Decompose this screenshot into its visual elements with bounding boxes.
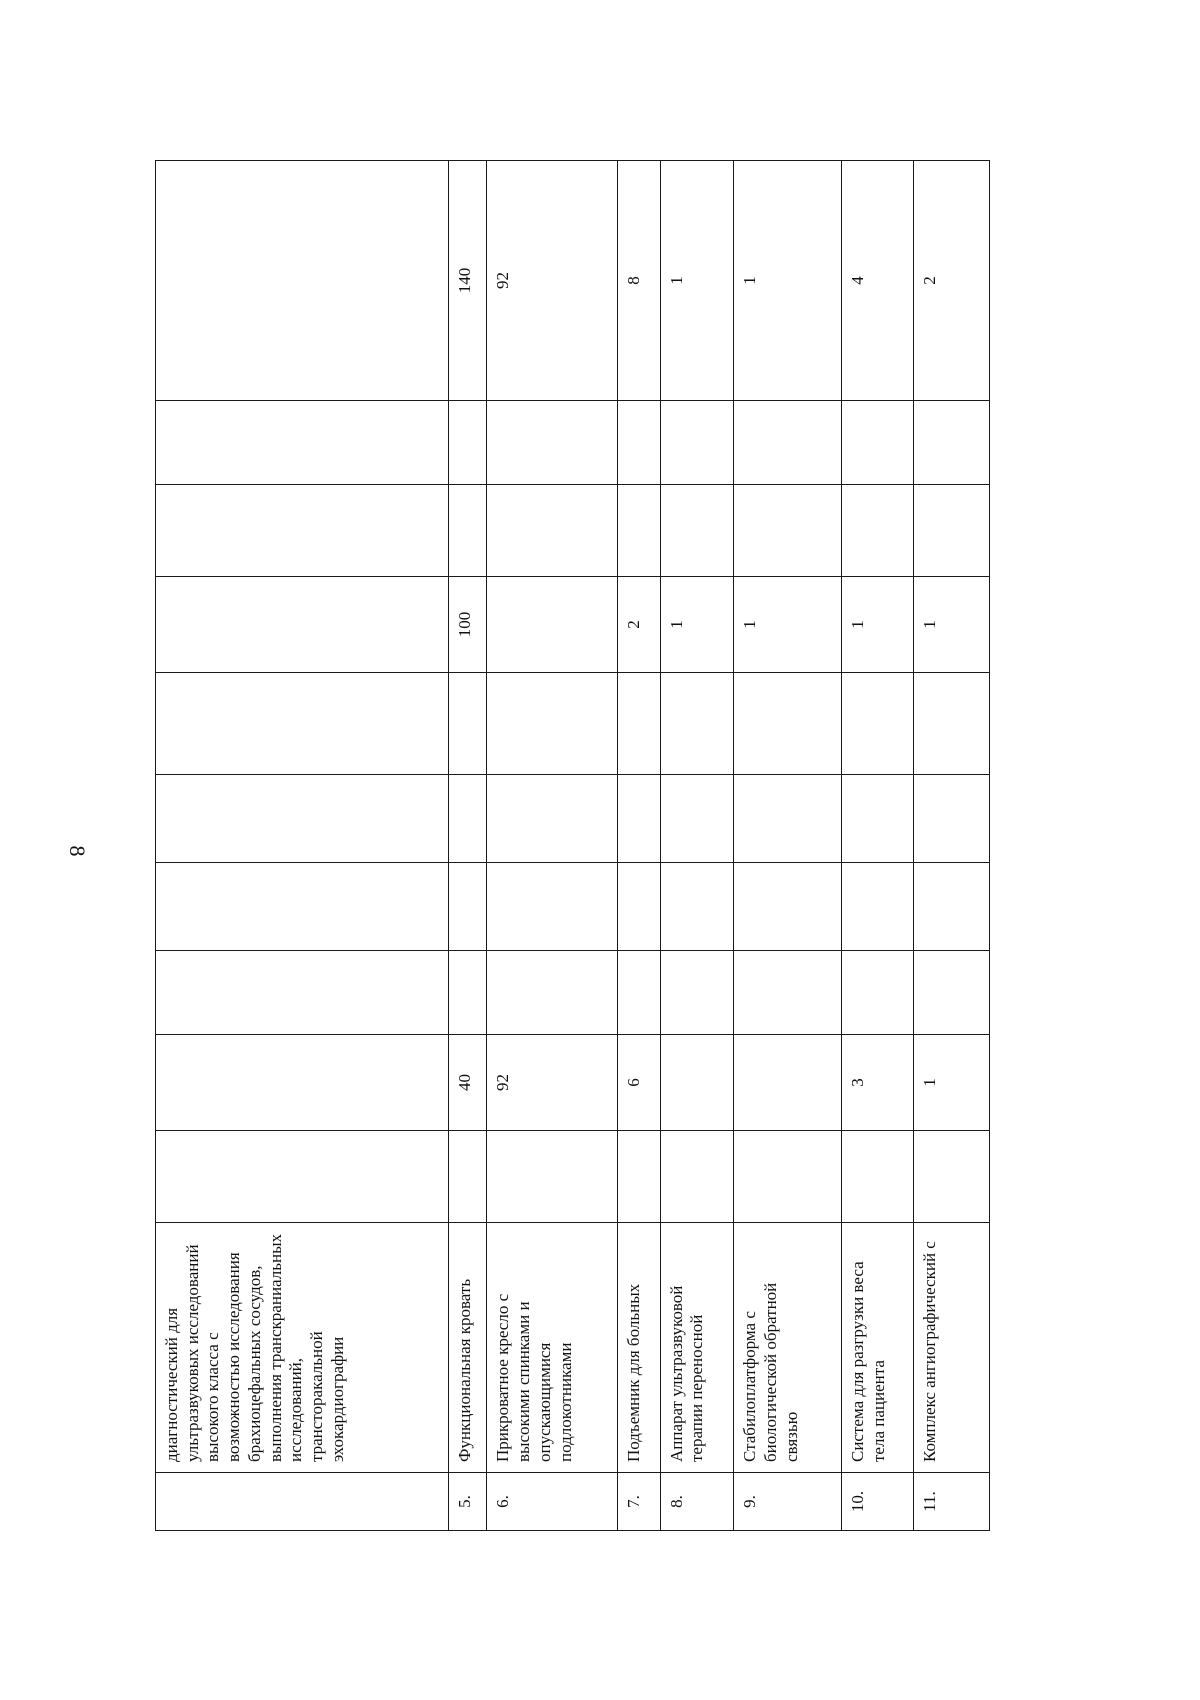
table-row [913,161,989,1531]
value-cell [487,863,618,951]
row-number: 5. [449,1473,487,1531]
equipment-name: диагностический для ультразвуковых исследований высокого класса с возможностью исследования брахиоцефальных сосудов, выполнения транскраниальных исследований, трансторакальной эхокардиографии [156,1223,449,1473]
value-cell: 1 [913,1035,989,1131]
equipment-name: Стабилоплатформа с биологической обратной связью [734,1223,842,1473]
value-cell [842,401,914,485]
equipment-name: Прикроватное кресло с высокими спинками и опускающимися подлокотниками [487,1223,618,1473]
value-cell [660,951,734,1035]
value-cell [734,775,842,863]
value-cell [449,1131,487,1223]
value-cell: 1 [660,161,734,401]
value-cell: 1 [734,161,842,401]
value-cell [618,1131,660,1223]
value-cell [618,951,660,1035]
value-cell [660,1131,734,1223]
value-cell [449,401,487,485]
value-cell [156,951,449,1035]
value-cell [487,951,618,1035]
value-cell: 1 [660,577,734,673]
value-cell [913,485,989,577]
equipment-name: Система для разгрузки веса тела пациента [842,1223,914,1473]
value-cell [913,951,989,1035]
value-cell: 1 [734,577,842,673]
value-cell: 40 [449,1035,487,1131]
value-cell: 1 [842,577,914,673]
value-cell [734,1131,842,1223]
row-number: 7. [618,1473,660,1531]
table-row [842,161,914,1531]
value-cell [660,485,734,577]
value-cell [913,863,989,951]
value-cell [156,863,449,951]
value-cell [660,775,734,863]
table-row [156,161,449,1531]
row-number: 11. [913,1473,989,1531]
table-row [618,161,660,1531]
value-cell: 3 [842,1035,914,1131]
value-cell [156,1035,449,1131]
page-number: 8 [65,845,90,857]
value-cell [842,775,914,863]
value-cell [449,951,487,1035]
equipment-table-rotated [155,161,990,1531]
table-row [449,161,487,1531]
value-cell: 2 [618,577,660,673]
value-cell [449,485,487,577]
value-cell: 140 [449,161,487,401]
value-cell [449,863,487,951]
value-cell [660,401,734,485]
value-cell [156,775,449,863]
value-cell [156,401,449,485]
value-cell [660,1035,734,1131]
table-body [156,161,990,1531]
row-number: 10. [842,1473,914,1531]
equipment-name: Аппарат ультразвуковой терапии переносной [660,1223,734,1473]
value-cell [487,775,618,863]
value-cell [618,673,660,775]
row-number: 6. [487,1473,618,1531]
equipment-table [155,160,990,1531]
value-cell [156,673,449,775]
value-cell [660,673,734,775]
value-cell [487,485,618,577]
value-cell [156,577,449,673]
table-row [734,161,842,1531]
value-cell: 8 [618,161,660,401]
value-cell [156,485,449,577]
row-number [156,1473,449,1531]
equipment-name: Комплекс ангиографический с [913,1223,989,1473]
value-cell: 6 [618,1035,660,1131]
value-cell [913,401,989,485]
table-row [487,161,618,1531]
value-cell [618,485,660,577]
value-cell: 100 [449,577,487,673]
equipment-name: Функциональная кровать [449,1223,487,1473]
value-cell [842,951,914,1035]
value-cell [913,775,989,863]
value-cell [156,161,449,401]
row-number: 9. [734,1473,842,1531]
value-cell [487,1131,618,1223]
value-cell [734,401,842,485]
value-cell [734,951,842,1035]
value-cell [734,673,842,775]
value-cell [487,673,618,775]
value-cell [842,673,914,775]
value-cell [156,1131,449,1223]
value-cell: 4 [842,161,914,401]
value-cell [487,577,618,673]
value-cell [913,1131,989,1223]
value-cell [487,401,618,485]
value-cell [734,1035,842,1131]
value-cell: 92 [487,161,618,401]
value-cell [913,673,989,775]
value-cell [449,673,487,775]
value-cell [449,775,487,863]
value-cell [618,775,660,863]
value-cell: 2 [913,161,989,401]
value-cell [842,863,914,951]
value-cell [734,485,842,577]
value-cell [618,401,660,485]
value-cell [618,863,660,951]
value-cell [660,863,734,951]
value-cell [734,863,842,951]
row-number: 8. [660,1473,734,1531]
value-cell [842,485,914,577]
value-cell [842,1131,914,1223]
table-row [660,161,734,1531]
value-cell: 1 [913,577,989,673]
equipment-name: Подъемник для больных [618,1223,660,1473]
value-cell: 92 [487,1035,618,1131]
